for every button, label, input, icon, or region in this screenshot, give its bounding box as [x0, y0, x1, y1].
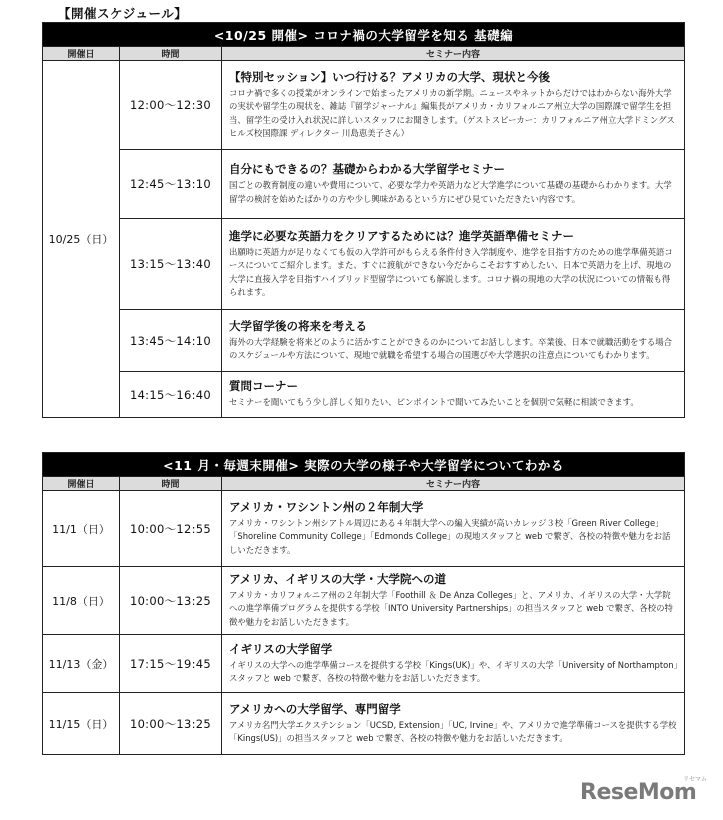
table-title: <10/25 開催> コロナ禍の大学留学を知る 基礎編 — [43, 23, 685, 47]
session-description: アメリカ・ワシントン州シアトル周辺にある４年制大学への編入実績が高いカレッジ３校「Green River College」「Shoreline Community College」「Edmonds College」の現地スタッフと web で繋ぎ、各校の特徴や魅力をお話しいただきます。 — [229, 517, 671, 555]
time-cell: 12:45～13:10 — [120, 150, 222, 219]
date-cell: 10/25（日） — [43, 61, 120, 418]
session-title: 大学留学後の将来を考える — [229, 318, 367, 333]
time-cell: 10:00～12:55 — [120, 491, 222, 567]
session-title: 進学に必要な英語力をクリアするためには？進学英語準備セミナー — [229, 228, 574, 243]
schedule-table-nov — [42, 452, 685, 755]
time-cell: 10:00～13:25 — [120, 693, 222, 755]
date-cell: 11/13（金） — [43, 635, 120, 693]
table-row — [43, 61, 685, 150]
session-title: アメリカ・ワシントン州の２年制大学 — [229, 499, 424, 514]
session-content — [222, 219, 685, 310]
session-description: イギリスの大学への進学準備コースを提供する学校「Kings(UK)」や、イギリスの大学「University of Northampton」スタッフと web で繋ぎ、各校の特徴や魅力をお話しいただきます。 — [229, 659, 678, 683]
session-content — [222, 150, 685, 219]
table-row — [43, 310, 685, 372]
column-header-content: セミナー内容 — [222, 477, 685, 491]
resemom-logo: ReseMom — [580, 780, 697, 805]
time-cell: 12:00～12:30 — [120, 61, 222, 150]
session-title: 自分にもできるの？基礎からわかる大学留学セミナー — [229, 162, 505, 176]
session-content — [222, 491, 685, 567]
date-cell: 11/1（日） — [43, 491, 120, 567]
session-description: 海外の大学経験を将来どのように活かすことができるのかについてお話しします。卒業後、日本で就職活動をする場合のスケジュールや方法について、現地で就職を希望する場合の国選びや大学選択の注意点についてもわかります。 — [229, 336, 673, 360]
session-content — [222, 310, 685, 372]
time-cell: 14:15～16:40 — [120, 372, 222, 418]
session-content — [222, 635, 685, 693]
session-content — [222, 693, 685, 755]
logo-kana: リセマム — [683, 776, 707, 783]
table-row — [43, 219, 685, 310]
table-row — [43, 567, 685, 635]
table-row — [43, 635, 685, 693]
table-row — [43, 491, 685, 567]
session-description: セミナーを聞いてもう少し詳しく知りたい、ピンポイントで聞いてみたいことを個別で気軽に相談できます。 — [229, 397, 639, 408]
column-header-time: 時間 — [120, 477, 222, 491]
session-description: アメリカ名門大学エクステンション「UCSD, Extension」「UC, Irvine」や、アメリカで進学準備コースを提供する学校「Kings(US)」の担当スタッフと web で繋ぎ、各校の特徴や魅力をお話しいただきます。 — [229, 719, 677, 743]
schedule-heading: 【開催スケジュール】 — [58, 6, 188, 21]
date-cell: 11/15（日） — [43, 693, 120, 755]
session-title: イギリスの大学留学 — [229, 641, 333, 656]
session-title: アメリカ、イギリスの大学・大学院への道 — [229, 571, 447, 586]
time-cell: 10:00～13:25 — [120, 567, 222, 635]
session-description: 出願時に英語力が足りなくても仮の入学許可がもらえる条件付き入学制度や、進学を目指す方のための進学準備英語コースについてご紹介します。また、すぐに渡航ができない今だからこそおすすめしたい、日本で英語力を上げ、現地の大学に直接入学を目指すハイブリッド型留学についても解説します。コロナ禍の現地の大学の状況についての情報も得られます。 — [229, 246, 673, 297]
date-cell: 11/8（日） — [43, 567, 120, 635]
session-description: アメリカ・カリフォルニア州の２年制大学「Foothill ＆ De Anza Colleges」と、アメリカ、イギリスの大学・大学院への進学準備プログラムを提供する学校「INTO University Partnerships」の担当スタッフと web で繋ぎ、各校の特徴や魅力をお話しいただきます。 — [229, 589, 673, 627]
schedule-table-oct25 — [42, 22, 685, 418]
session-description: コロナ禍で多くの授業がオンラインで始まったアメリカの新学期。ニュースやネットからだけではわからない海外大学の実状や留学生の現状を、雑誌『留学ジャーナル』編集長がアメリカ・カリフォルニア州立大学の国際課で留学生を担当、留学生の受け入れ状況に詳しいスタッフにお聞きします。（ゲストスピーカー：カリフォルニア州立大学ドミングスヒルズ校国際課 ディレクター 川島恵美子さん） — [229, 87, 675, 138]
time-cell: 13:45～14:10 — [120, 310, 222, 372]
column-header-content: セミナー内容 — [222, 47, 685, 61]
session-title: アメリカへの大学留学、専門留学 — [229, 701, 401, 716]
table-row — [43, 150, 685, 219]
table-row — [43, 372, 685, 418]
table-title: <11 月・毎週末開催> 実際の大学の様子や大学留学についてわかる — [43, 453, 685, 477]
session-content — [222, 61, 685, 150]
session-title: 【特別セッション】いつ行ける？アメリカの大学、現状と今後 — [229, 69, 550, 84]
table-row — [43, 693, 685, 755]
session-description: 国ごとの教育制度の違いや費用について、必要な学力や英語力など大学進学について基礎の基礎からわかります。大学留学の検討を始めたばかりの方や少し興味があるという方にぜひ見ていただきたい内容です。 — [229, 180, 672, 204]
column-header-date: 開催日 — [43, 47, 120, 61]
column-header-date: 開催日 — [43, 477, 120, 491]
column-header-time: 時間 — [120, 47, 222, 61]
session-content — [222, 567, 685, 635]
session-title: 質問コーナー — [229, 379, 298, 394]
time-cell: 13:15～13:40 — [120, 219, 222, 310]
session-content — [222, 372, 685, 418]
time-cell: 17:15～19:45 — [120, 635, 222, 693]
